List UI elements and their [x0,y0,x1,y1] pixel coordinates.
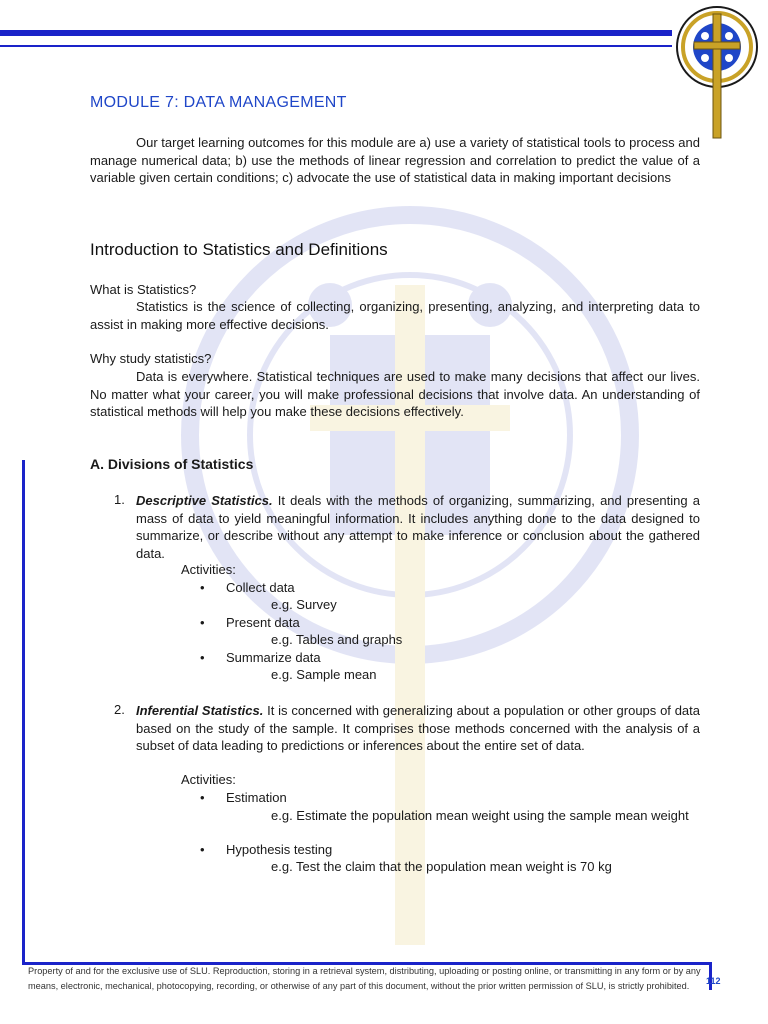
division-number: 1. [114,492,125,507]
division-description [136,702,700,755]
activity-name: Collect data [226,580,295,595]
activity-example: e.g. Test the claim that the population mean weight is 70 kg [271,859,612,874]
list-item [200,580,295,595]
activity-name: Present data [226,615,300,630]
bullet-icon: • [200,790,205,805]
what-answer: Statistics is the science of collecting, organizing, presenting, analyzing, and interpreting data to assist in making more effective decisions. [90,299,700,332]
division-term: Descriptive Statistics. [136,493,273,508]
why-answer: Data is everywhere. Statistical techniques are used to make many decisions that affect our lives. No matter what your career, you will make professional decisions that involve data. An understanding of statistical methods will help you make these decisions effectively. [90,369,700,419]
header-rule-thin [0,45,672,47]
divisions-heading: A. Divisions of Statistics [90,456,254,472]
left-margin-rule [22,460,25,965]
module-title: MODULE 7: DATA MANAGEMENT [90,94,347,111]
division-text: It deals with the methods of organizing, summarizing, and presenting a mass of data to yield meaningful information. It includes anything done to the data designed to summarize, or describe without any attempt to make inference or conclusion about the gathered data. [136,493,700,561]
list-item [200,650,321,665]
page-number: 112 [706,976,721,986]
why-question: Why study statistics? [90,351,212,366]
bullet-icon: • [200,650,205,665]
activities-label: Activities: [181,772,236,787]
activity-example: e.g. Tables and graphs [271,632,403,647]
division-description [136,492,700,562]
division-number: 2. [114,702,125,717]
activity-example: e.g. Sample mean [271,667,377,682]
list-item [200,615,300,630]
slu-seal-logo [672,2,762,140]
division-text: It is concerned with generalizing about a population or other groups of data based on the study of the sample. It comprises those methods concerned with the analysis of a subset of data leading to predictions or inferences about the entire set of data. [136,703,701,753]
bullet-icon: • [200,615,205,630]
activities-label: Activities: [181,562,236,577]
bullet-icon: • [200,842,205,857]
section-heading: Introduction to Statistics and Definitions [90,240,388,259]
what-question: What is Statistics? [90,282,197,297]
bullet-icon: • [200,580,205,595]
list-item [200,842,332,857]
activity-example: e.g. Survey [271,597,337,612]
list-item [200,790,287,805]
division-term: Inferential Statistics. [136,703,264,718]
activity-name: Hypothesis testing [226,842,333,857]
intro-paragraph: Our target learning outcomes for this module are a) use a variety of statistical tools to process and manage numerical data; b) use the methods of linear regression and correlation to predict the value of a variable given certain conditions; c) advocate the use of statistical data in making important decisions [90,135,700,185]
header-rule-thick [0,30,672,36]
copyright-footer: Property of and for the exclusive use of SLU. Reproduction, storing in a retrieval system, distributing, uploading or posting online, or transmitting in any form or by any means, electronic, mechanical, photocopying, recording, or otherwise of any part of this document, without the prior written permission of SLU, is strictly prohibited. [28,966,701,991]
activity-example: e.g. Estimate the population mean weight using the sample mean weight [271,808,689,823]
activity-name: Estimation [226,790,287,805]
activity-name: Summarize data [226,650,321,665]
